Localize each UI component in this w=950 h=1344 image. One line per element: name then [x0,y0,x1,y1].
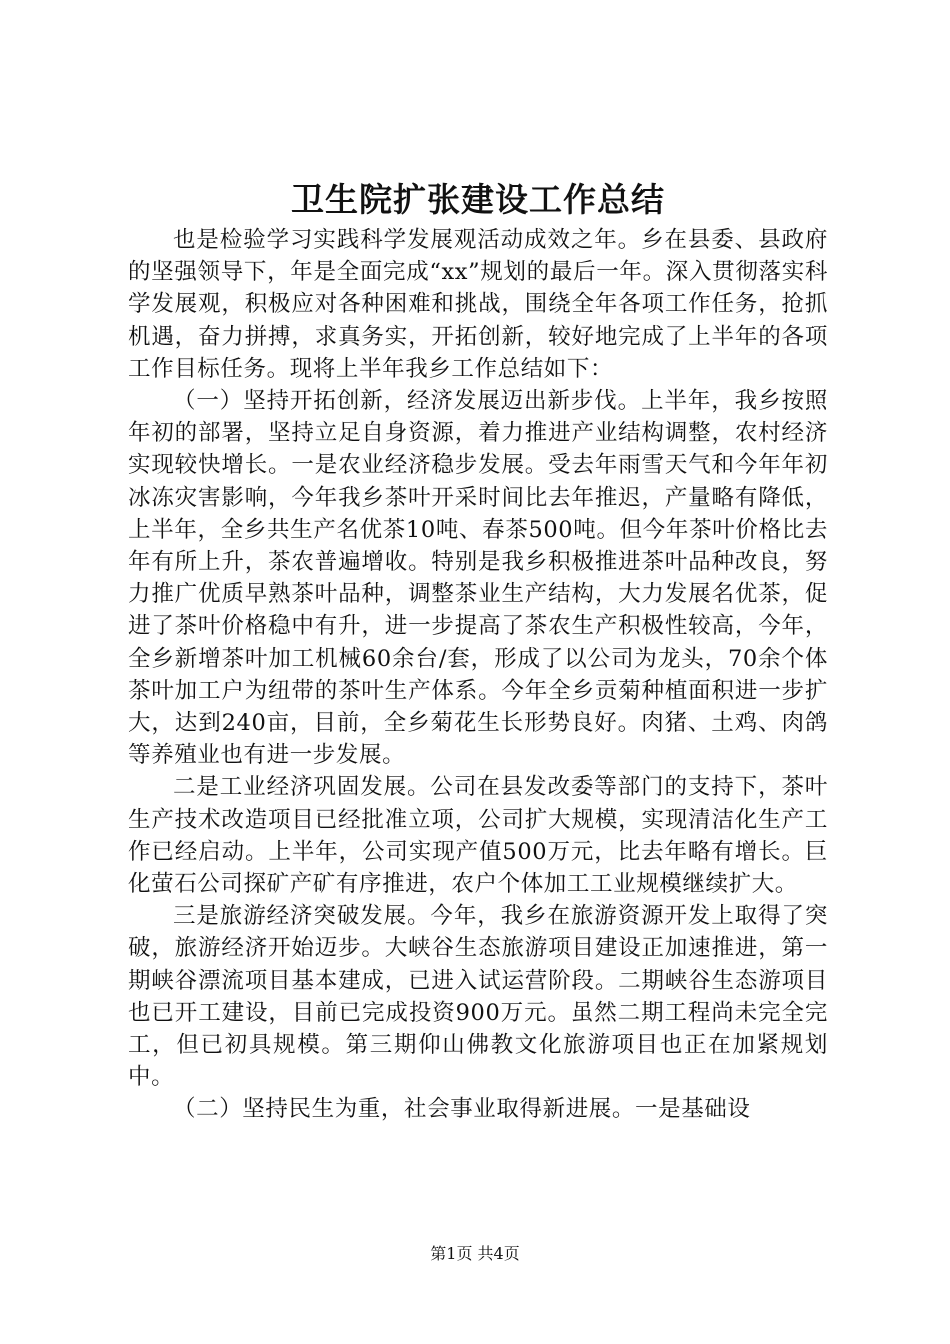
paragraph-intro: 也是检验学习实践科学发展观活动成效之年。乡在县委、县政府的坚强领导下，年是全面完成“xx”规划的最后一年。深入贯彻落实科学发展观，积极应对各种困难和挑战，围绕全年各项工作任务，抢抓机遇，奋力拼搏，求真务实，开拓创新，较好地完成了上半年的各项工作目标任务。现将上半年我乡工作总结如下： [128,227,828,382]
document-page [128,180,828,1126]
paragraph-industry: 二是工业经济巩固发展。公司在县发改委等部门的支持下，茶叶生产技术改造项目已经批准立项，公司扩大规模，实现清洁化生产工作已经启动。上半年，公司实现产值500万元，比去年略有增长。巨化萤石公司探矿产矿有序推进，农户个体加工工业规模继续扩大。 [128,774,828,898]
document-title: 卫生院扩张建设工作总结 [291,180,665,219]
page-footer: 第1页 共4页 [430,1244,520,1263]
paragraph-tourism: 三是旅游经济突破发展。今年，我乡在旅游资源开发上取得了突破，旅游经济开始迈步。大峡谷生态旅游项目建设正加速推进，第一期峡谷漂流项目基本建成，已进入试运营阶段。二期峡谷生态游项目也已开工建设，目前已完成投资900万元。虽然二期工程尚未完全完工，但已初具规模。第三期仰山佛教文化旅游项目也正在加紧规划中。 [128,903,828,1091]
paragraph-livelihood: （二）坚持民生为重，社会事业取得新进展。一是基础设 [173,1096,751,1123]
paragraph-economy: （一）坚持开拓创新，经济发展迈出新步伐。上半年，我乡按照年初的部署，坚持立足自身资源，着力推进产业结构调整，农村经济实现较快增长。一是农业经济稳步发展。受去年雨雪天气和今年年初冰冻灾害影响，今年我乡茶叶开采时间比去年推迟，产量略有降低，上半年，全乡共生产名优茶10吨、春茶500吨。但今年茶叶价格比去年有所上升，茶农普遍增收。特别是我乡积极推进茶叶品种改良，努力推广优质早熟茶叶品种，调整茶业生产结构，大力发展名优茶，促进了茶叶价格稳中有升，进一步提高了茶农生产积极性较高，今年，全乡新增茶叶加工机械60余台/套，形成了以公司为龙头，70余个体茶叶加工户为纽带的茶叶生产体系。今年全乡贡菊种植面积进一步扩大，达到240亩，目前，全乡菊花生长形势良好。肉猪、土鸡、肉鸽等养殖业也有进一步发展。 [128,388,828,769]
